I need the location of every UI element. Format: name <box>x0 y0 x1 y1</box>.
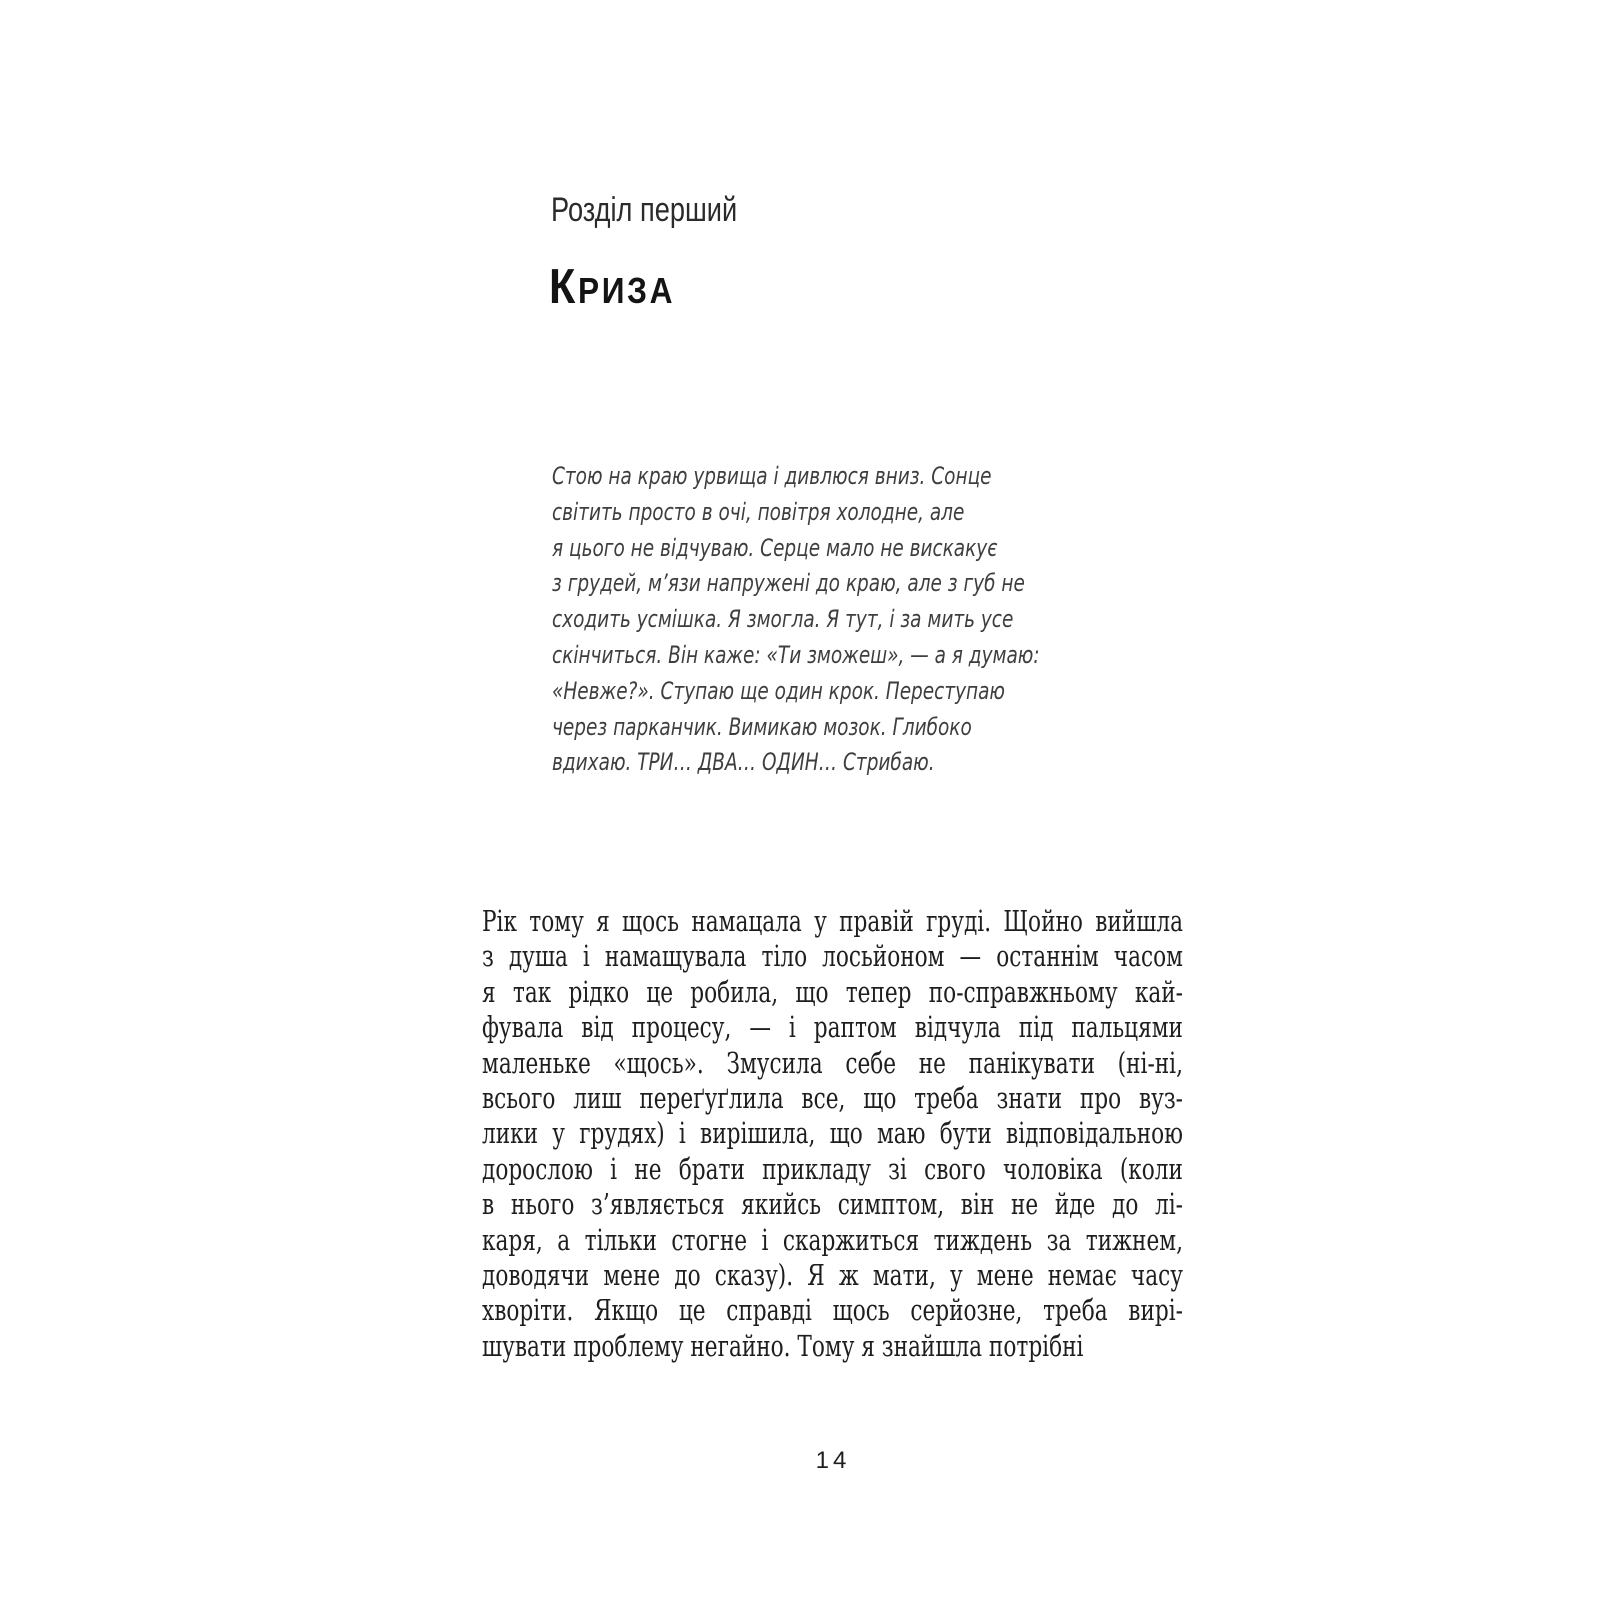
page-number: 14 <box>815 1447 851 1474</box>
text-line: вдихаю. ТРИ… ДВА… ОДИН… Стрибаю. <box>552 748 935 777</box>
text-line: Стою на краю урвища і дивлюся вниз. Сонце <box>552 462 992 490</box>
text-line: я так рідко це робила, що тепер по-справжньому кай- <box>482 974 1183 1009</box>
text-line: сходить усмішка. Я змогла. Я тут, і за мить усе <box>552 605 1014 634</box>
text-line: через парканчик. Вимикаю мозок. Глибоко <box>552 712 972 741</box>
text-line: світить просто в очі, повітря холодне, але <box>552 497 965 526</box>
text-line: доводячи мене до сказу). Я ж мати, у мене немає часу <box>482 1258 1183 1293</box>
text-line: «Невже?». Ступаю ще один крок. Переступаю <box>552 676 1005 705</box>
text-line: каря, а тільки стогне і скаржиться тиждень за тижнем, <box>482 1222 1183 1257</box>
text-line: в нього з’являється якийсь симптом, він не йде до лі- <box>482 1187 1183 1222</box>
epigraph-paragraph <box>552 459 1040 781</box>
body-paragraph <box>482 904 1183 1364</box>
text-line: шувати проблему негайно. Тому я знайшла потрібні <box>482 1328 1084 1363</box>
chapter-title-smallcaps: РИЗА <box>577 270 676 311</box>
text-line: скінчиться. Він каже: «Ти зможеш», — а я думаю: <box>552 640 1040 669</box>
text-line: з душа і намащувала тіло лосьйоном — останнім часом <box>482 939 1183 974</box>
text-line: хворіти. Якщо це справді щось серйозне, треба вирі- <box>482 1293 1183 1328</box>
chapter-title-initial-letter: К <box>549 260 578 314</box>
text-line: фувала від процесу, — і раптом відчула під пальцями <box>482 1010 1183 1045</box>
chapter-label: Розділ перший <box>551 191 738 229</box>
text-line: я цього не відчуваю. Серце мало не вискакує <box>552 533 998 562</box>
chapter-title <box>549 262 675 317</box>
text-line: з грудей, м’язи напружені до краю, але з губ не <box>552 569 1025 598</box>
text-line: лики у грудях) і вирішила, що маю бути відповідальною <box>482 1116 1183 1151</box>
text-line: Рік тому я щось намацала у правій груді. Щойно вийшла <box>482 904 1183 938</box>
text-line: маленьке «щось». Змусила себе не панікувати (ні-ні, <box>482 1045 1183 1080</box>
text-line: дорослою і не брати прикладу зі свого чоловіка (коли <box>482 1151 1183 1186</box>
text-line: всього лиш переґуґлила все, що треба знати про вуз- <box>482 1081 1183 1116</box>
